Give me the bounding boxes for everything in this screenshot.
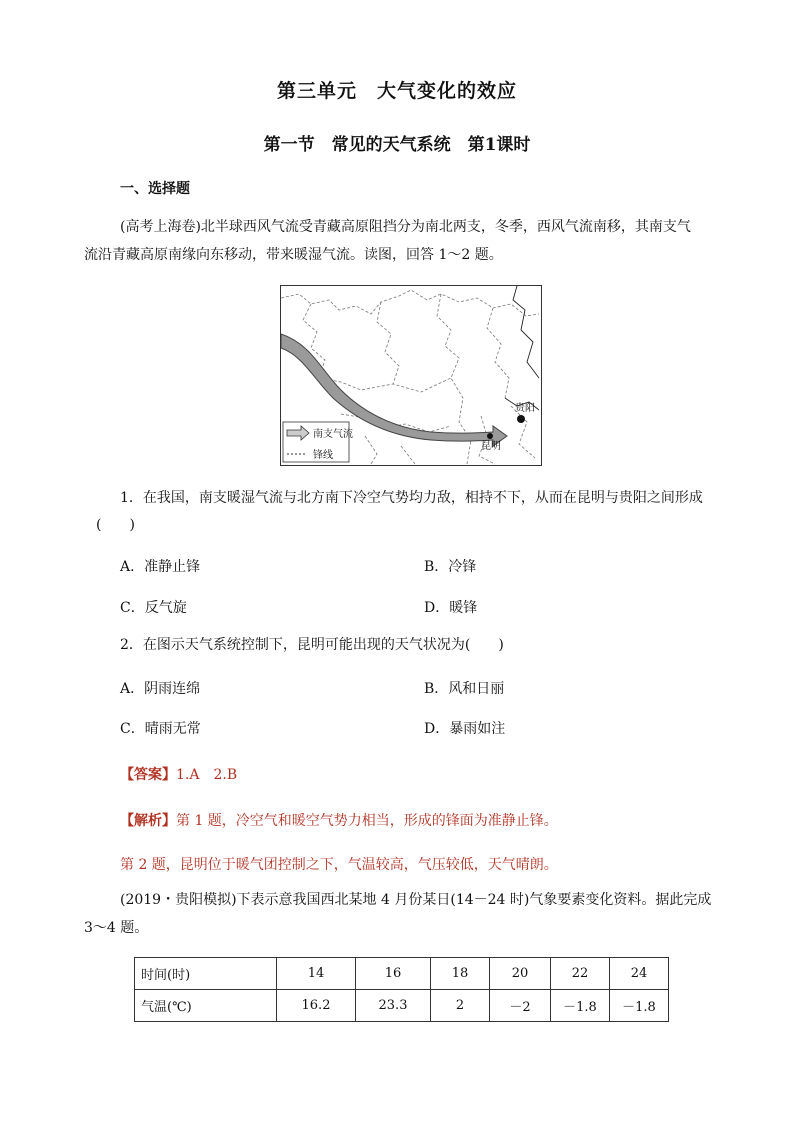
table-row-label-time: 时间(时): [135, 958, 277, 990]
page-subtitle: 第一节 常见的天气系统 第1课时: [263, 135, 531, 155]
q1-option-c: C．反气旋: [120, 600, 187, 616]
q2-option-a: A．阴雨连绵: [120, 681, 201, 697]
map-svg: [281, 286, 541, 465]
answer-label: 【答案】: [120, 767, 176, 783]
intro2-line-2: 3～4 题。: [84, 920, 149, 936]
intro-line-2: 流沿青藏高原南缘向东移动，带来暖湿气流。读图，回答 1～2 题。: [84, 247, 503, 263]
table-row: [135, 990, 669, 1022]
table-cell: －2: [490, 990, 551, 1022]
q1-stem-line-1: 1．在我国，南支暖湿气流与北方南下冷空气势均力敌，相持不下，从而在昆明与贵阳之间形成: [120, 490, 703, 506]
table-cell: 22: [551, 958, 610, 990]
table-cell: －1.8: [610, 990, 669, 1022]
q2-option-d: D．暴雨如注: [424, 721, 506, 737]
analysis-text-2: 第 2 题，昆明位于暖气团控制之下，气温较高，气压较低，天气晴朗。: [120, 857, 558, 873]
q1-option-a: A．准静止锋: [120, 559, 201, 575]
page-title: 第三单元 大气变化的效应: [276, 80, 517, 102]
guiyang-marker: [517, 415, 525, 423]
analysis-text-1: 第 1 题，冷空气和暖空气势力相当，形成的锋面为准静止锋。: [176, 813, 558, 829]
q2-stem: 2．在图示天气系统控制下，昆明可能出现的天气状况为( ): [120, 637, 504, 653]
analysis-label: 【解析】: [120, 813, 176, 829]
table-cell: 23.3: [356, 990, 431, 1022]
intro2-line-1: (2019・贵阳模拟)下表示意我国西北某地 4 月份某日(14－24 时)气象要素变化资料。据此完成: [120, 892, 712, 908]
section-heading: 一、选择题: [120, 181, 190, 197]
table-cell: 16: [356, 958, 431, 990]
table-cell: 16.2: [277, 990, 356, 1022]
guiyang-label: 贵阳: [515, 403, 535, 414]
legend-front-label: 锋线: [313, 450, 333, 461]
intro-line-1: (高考上海卷)北半球西风气流受青藏高原阻挡分为南北两支，冬季，西风气流南移，其南支气: [120, 219, 691, 235]
table-cell: 24: [610, 958, 669, 990]
q1-option-b: B．冷锋: [424, 559, 477, 575]
q2-option-b: B．风和日丽: [424, 681, 505, 697]
q1-option-d: D．暖锋: [424, 600, 478, 616]
answer-text: 1.A 2.B: [176, 767, 238, 783]
analysis-block: [120, 810, 558, 830]
q1-stem-line-2: ( ): [96, 517, 135, 533]
q2-option-c: C．晴雨无常: [120, 721, 201, 737]
table-row: [135, 958, 669, 990]
table-cell: －1.8: [551, 990, 610, 1022]
table-cell: 18: [431, 958, 490, 990]
table-cell: 14: [277, 958, 356, 990]
table-row-label-temp: 气温(℃): [135, 990, 277, 1022]
legend-flow-label: 南支气流: [313, 429, 353, 440]
kunming-label: 昆明: [481, 441, 501, 452]
kunming-marker: [487, 433, 493, 439]
map-figure: [280, 285, 542, 466]
table-cell: 2: [431, 990, 490, 1022]
weather-data-table: [134, 957, 669, 1022]
table-cell: 20: [490, 958, 551, 990]
answer-block: [120, 764, 237, 784]
